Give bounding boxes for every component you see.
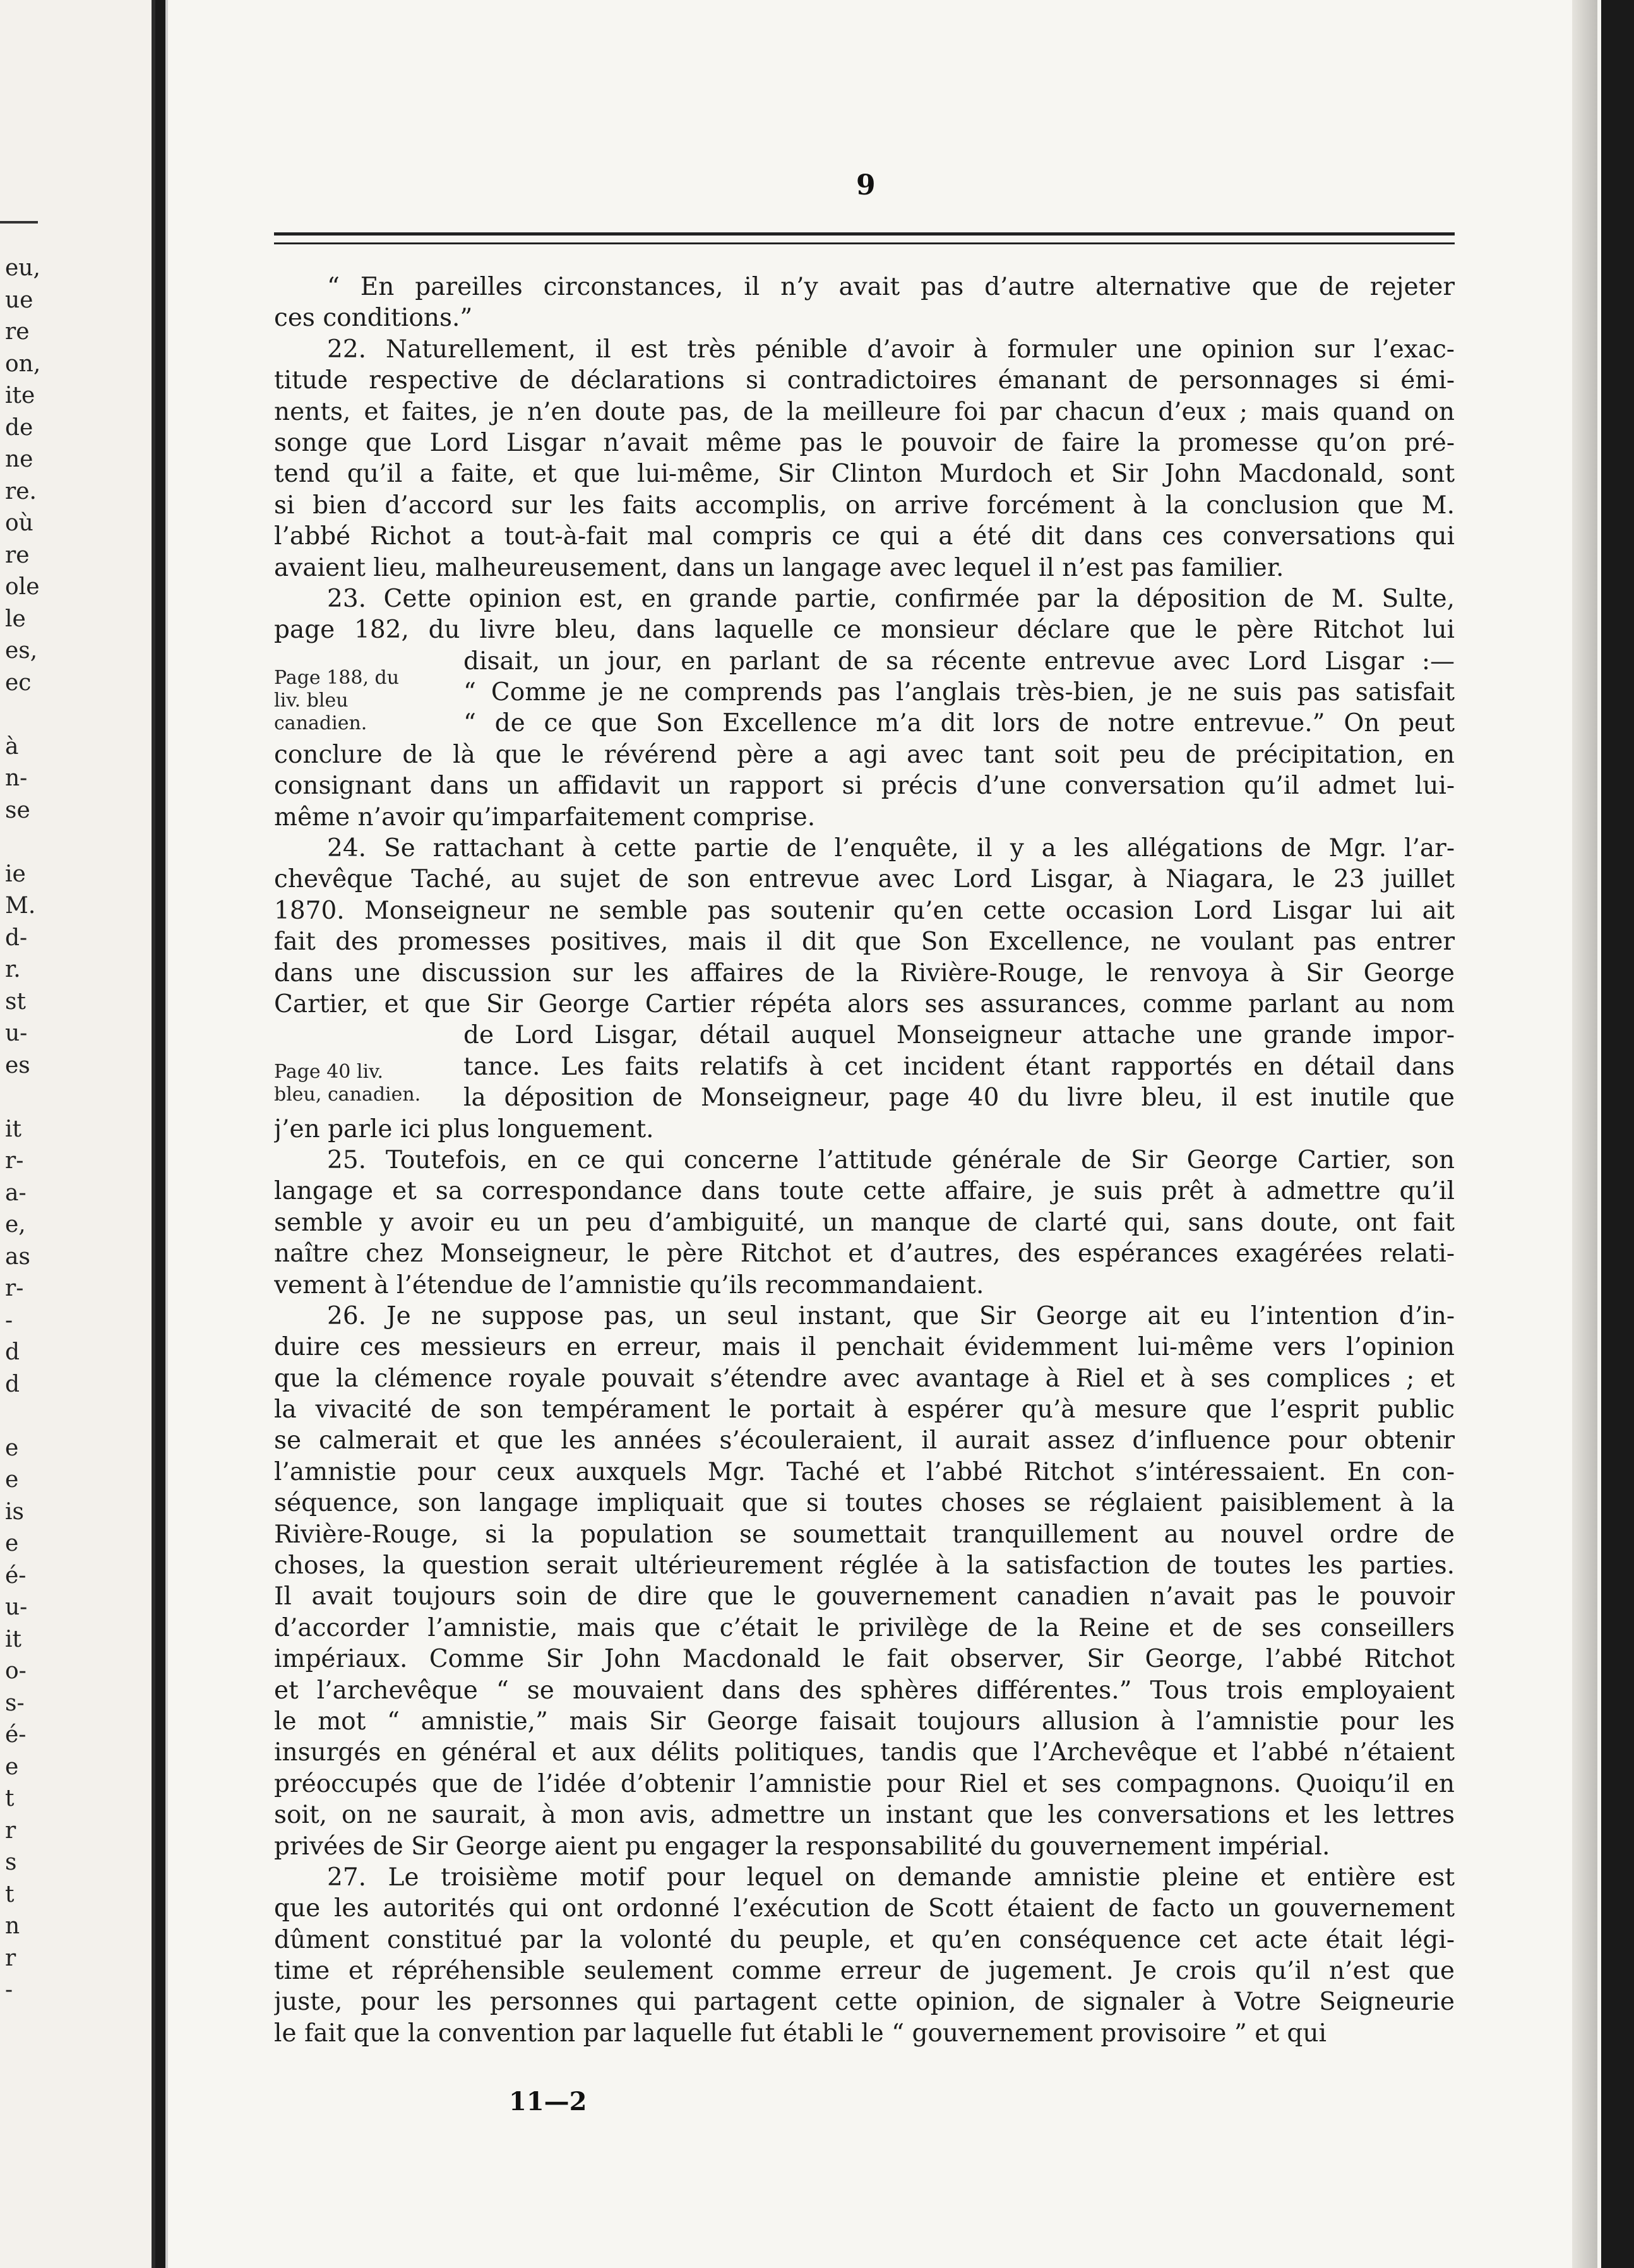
text-line: même n’avoir qu’imparfaitement comprise.: [274, 803, 816, 832]
text-line: j’en parle ici plus longuement.: [274, 1114, 654, 1143]
text-line: page 182, du livre bleu, dans laquelle ce monsieur déclare que le père Ritchot lui: [274, 616, 1455, 645]
left-page-fragment: as: [5, 1243, 30, 1270]
left-page-fragment: le: [5, 606, 26, 632]
left-page-fragment: re: [5, 542, 30, 568]
text-line: vement à l’étendue de l’amnistie qu’ils recommandaient.: [274, 1270, 984, 1299]
text-line: “ Comme je ne comprends pas l’anglais très-bien, je ne suis pas satisfait: [463, 678, 1455, 707]
text-line: insurgés en général et aux délits politiques, tandis que l’Archevêque et l’abbé n’étaient: [274, 1738, 1455, 1767]
left-page-fragment: re: [5, 319, 30, 345]
left-page-fragment: de: [5, 414, 33, 441]
left-page-fragment: o-: [5, 1658, 27, 1684]
text-line: soit, on ne saurait, à mon avis, admettre un instant que les conversations et les lettres: [274, 1801, 1455, 1830]
text-line: dans une discussion sur les affaires de la Rivière-Rouge, le renvoya à Sir George: [274, 958, 1455, 988]
left-page-fragment: e: [5, 1467, 19, 1493]
left-page-fragment: t: [5, 1881, 15, 1907]
text-line: l’amnistie pour ceux auxquels Mgr. Taché et l’abbé Ritchot s’intéressaient. En con-: [274, 1457, 1455, 1486]
text-line: “ de ce que Son Excellence m’a dit lors de notre entrevue.” On peut: [463, 709, 1455, 738]
left-page-fragment: eu,: [5, 255, 40, 281]
text-line: 23. Cette opinion est, en grande partie, confirmée par la déposition de M. Sulte,: [327, 584, 1455, 613]
text-line: naître chez Monseigneur, le père Ritchot et d’autres, des espérances exagérées relati-: [274, 1239, 1455, 1268]
text-line: time et répréhensible seulement comme erreur de jugement. Je crois qu’il n’est que: [274, 1957, 1455, 1986]
text-line: la déposition de Monseigneur, page 40 du livre bleu, il est inutile que: [463, 1083, 1455, 1113]
left-page-fragment: e: [5, 1531, 19, 1556]
margin-note-1: [274, 667, 399, 735]
left-page-fragment: n-: [5, 765, 28, 791]
text-line: juste, pour les personnes qui partagent cette opinion, de signaler à Votre Seigneurie: [274, 1988, 1455, 2017]
text-line: 22. Naturellement, il est très pénible d’avoir à formuler une opinion sur l’exac-: [327, 335, 1455, 364]
left-page-fragment: [5, 827, 40, 859]
left-page-fragment: M.: [5, 893, 36, 919]
left-page-fragment: d: [5, 1371, 20, 1397]
text-line: semble y avoir eu un peu d’ambiguité, un manque de clarté qui, sans doute, ont fait: [274, 1208, 1455, 1237]
left-page-fragment: é-: [5, 1722, 27, 1748]
text-line: que la clémence royale pouvait s’étendre avec avantage à Riel et à ses complices ; et: [274, 1364, 1455, 1393]
footer-signature: 11—2: [509, 2087, 587, 2116]
text-line: consignant dans un affidavit un rapport si précis d’une conversation qu’il admet lui-: [274, 772, 1455, 801]
left-page-fragment: ne: [5, 446, 33, 472]
left-page-fragment: r: [5, 1817, 16, 1844]
left-page-fragment: ole: [5, 574, 40, 600]
text-line: l’abbé Richot a tout-à-fait mal compris ce qui a été dit dans ces conversations qui: [274, 522, 1455, 551]
left-page-fragment: r-: [5, 1275, 24, 1301]
page-number: 9: [856, 169, 876, 201]
text-line: fait des promesses positives, mais il dit que Son Excellence, ne voulant pas entrer: [274, 928, 1455, 957]
text-line: se calmerait et que les années s’écouleraient, il aurait assez d’influence pour obtenir: [274, 1426, 1455, 1455]
left-page-fragment: où: [5, 510, 33, 536]
left-page-fragment: on,: [5, 350, 41, 377]
text-line: Il avait toujours soin de dire que le gouvernement canadien n’avait pas le pouvoir: [274, 1582, 1455, 1611]
left-page-fragment: it: [5, 1116, 21, 1142]
text-line: séquence, son langage impliquait que si toutes choses se réglaient paisiblement à la: [274, 1489, 1455, 1518]
header-rule-thin: [274, 242, 1455, 244]
left-page-fragment: [5, 699, 40, 731]
text-line: privées de Sir George aient pu engager la responsabilité du gouvernement impérial.: [274, 1832, 1330, 1861]
margin-note-line: liv. bleu: [274, 689, 349, 712]
margin-note-line: canadien.: [274, 712, 367, 734]
left-page-fragment: ue: [5, 287, 33, 313]
left-page-fragment: es,: [5, 638, 38, 664]
left-page-fragment: is: [5, 1498, 24, 1525]
text-line: 26. Je ne suppose pas, un seul instant, que Sir George ait eu l’intention d’in-: [327, 1301, 1455, 1330]
left-page-fragment: d-: [5, 924, 28, 951]
left-page-fragment: r.: [5, 957, 21, 982]
left-page-fragment: [5, 1400, 40, 1433]
left-page-fragment: -: [5, 1307, 13, 1334]
page-edge: [1572, 0, 1597, 2268]
left-page-fragment: à: [5, 733, 19, 760]
left-facing-page: [0, 0, 155, 2268]
text-line: que les autorités qui ont ordonné l’exécution de Scott étaient de facto un gouvernement: [274, 1894, 1455, 1923]
left-page-fragment: u-: [5, 1594, 28, 1620]
document-page: [165, 0, 1601, 2268]
margin-note-line: Page 40 liv.: [274, 1061, 384, 1083]
left-page-fragment: re.: [5, 478, 37, 504]
left-page-fragment: s: [5, 1849, 17, 1875]
left-page-rule: [0, 221, 38, 224]
left-page-fragment: e: [5, 1435, 19, 1461]
text-line: choses, la question serait ultérieurement réglée à la satisfaction de toutes les parties.: [274, 1551, 1455, 1580]
left-page-fragment: n: [5, 1913, 20, 1939]
header-rule: [274, 232, 1455, 236]
text-line: impériaux. Comme Sir John Macdonald le fait observer, Sir George, l’abbé Ritchot: [274, 1645, 1455, 1674]
text-line: 24. Se rattachant à cette partie de l’enquête, il y a les allégations de Mgr. l’ar-: [327, 834, 1455, 863]
text-line: songe que Lord Lisgar n’avait même pas le pouvoir de faire la promesse qu’on pré-: [274, 428, 1455, 457]
text-line: si bien d’accord sur les faits accomplis, on arrive forcément à la conclusion que M.: [274, 491, 1455, 520]
text-line: “ En pareilles circonstances, il n’y avait pas d’autre alternative que de rejeter: [327, 273, 1455, 301]
text-line: le mot “ amnistie,” mais Sir George faisait toujours allusion à l’amnistie pour les: [274, 1707, 1455, 1736]
text-line: chevêque Taché, au sujet de son entrevue avec Lord Lisgar, à Niagara, le 23 juillet: [274, 865, 1455, 894]
left-page-fragment: -: [5, 1977, 13, 2003]
text-line: d’accorder l’amnistie, mais que c’était le privilège de la Reine et de ses conseillers: [274, 1613, 1455, 1642]
text-line: titude respective de déclarations si contradictoires émanant de personnages si émi-: [274, 366, 1455, 395]
left-page-fragment: ec: [5, 669, 32, 696]
margin-note-line: bleu, canadien.: [274, 1083, 421, 1106]
text-line: 25. Toutefois, en ce qui concerne l’attitude générale de Sir George Cartier, son: [327, 1145, 1455, 1174]
left-page-fragment: st: [5, 988, 26, 1015]
left-page-fragment: es: [5, 1052, 30, 1078]
text-line: Cartier, et que Sir George Cartier répéta alors ses assurances, comme parlant au nom: [274, 989, 1455, 1018]
text-line: 27. Le troisième motif pour lequel on demande amnistie pleine et entière est: [327, 1863, 1455, 1892]
text-line: le fait que la convention par laquelle fut établi le “ gouvernement provisoire ” et qui: [274, 2019, 1327, 2048]
text-line: tance. Les faits relatifs à cet incident étant rapportés en détail dans: [463, 1052, 1455, 1081]
left-page-fragment: e,: [5, 1212, 26, 1238]
left-page-fragment: e: [5, 1753, 19, 1780]
text-line: de Lord Lisgar, détail auquel Monseigneur attache une grande impor-: [463, 1021, 1455, 1050]
text-line: 1870. Monseigneur ne semble pas soutenir qu’en cette occasion Lord Lisgar lui ait: [274, 896, 1455, 925]
text-line: avaient lieu, malheureusement, dans un langage avec lequel il n’est pas familier.: [274, 553, 1284, 582]
left-page-fragment: t: [5, 1786, 15, 1811]
left-page-fragment: it: [5, 1626, 21, 1652]
text-line: disait, un jour, en parlant de sa récente entrevue avec Lord Lisgar :—: [463, 647, 1455, 676]
text-line: nents, et faites, je n’en doute pas, de la meilleure foi par chacun d’eux ; mais quand on: [274, 397, 1455, 426]
body-text: [274, 272, 1455, 2049]
left-page-fragment: ite: [5, 383, 35, 409]
text-line: Rivière-Rouge, si la population se soumettait tranquillement au nouvel ordre de: [274, 1520, 1455, 1549]
text-line: duire ces messieurs en erreur, mais il penchait évidemment lui-même vers l’opinion: [274, 1333, 1455, 1362]
left-page-fragment: a-: [5, 1179, 27, 1206]
text-line: ces conditions.”: [274, 304, 473, 333]
text-line: conclure de là que le révérend père a agi avec tant soit peu de précipitation, en: [274, 740, 1455, 769]
left-page-fragments: [5, 253, 40, 2007]
left-page-fragment: d: [5, 1339, 20, 1365]
margin-note-line: Page 188, du: [274, 667, 400, 689]
text-line: préoccupés que de l’idée d’obtenir l’amnistie pour Riel et ses compagnons. Quoiqu’il en: [274, 1769, 1455, 1798]
text-line: langage et sa correspondance dans toute cette affaire, je suis prêt à admettre qu’il: [274, 1177, 1455, 1206]
left-page-fragment: ie: [5, 861, 26, 887]
text-line: dûment constitué par la volonté du peuple, et qu’en conséquence cet acte était légi-: [274, 1925, 1455, 1954]
margin-note-2: [274, 1061, 420, 1106]
text-line: la vivacité de son tempérament le portait à espérer qu’à mesure que l’esprit public: [274, 1395, 1455, 1424]
left-page-fragment: s-: [5, 1690, 25, 1716]
left-page-fragment: [5, 1082, 40, 1114]
left-page-fragment: se: [5, 797, 30, 823]
left-page-fragment: u-: [5, 1020, 28, 1046]
text-line: tend qu’il a faite, et que lui-même, Sir Clinton Murdoch et Sir John Macdonald, sont: [274, 460, 1455, 489]
left-page-fragment: r-: [5, 1148, 24, 1174]
left-page-fragment: r: [5, 1945, 16, 1971]
left-page-fragment: é-: [5, 1562, 27, 1589]
text-line: et l’archevêque “ se mouvaient dans des sphères différentes.” Tous trois employaient: [274, 1676, 1455, 1705]
